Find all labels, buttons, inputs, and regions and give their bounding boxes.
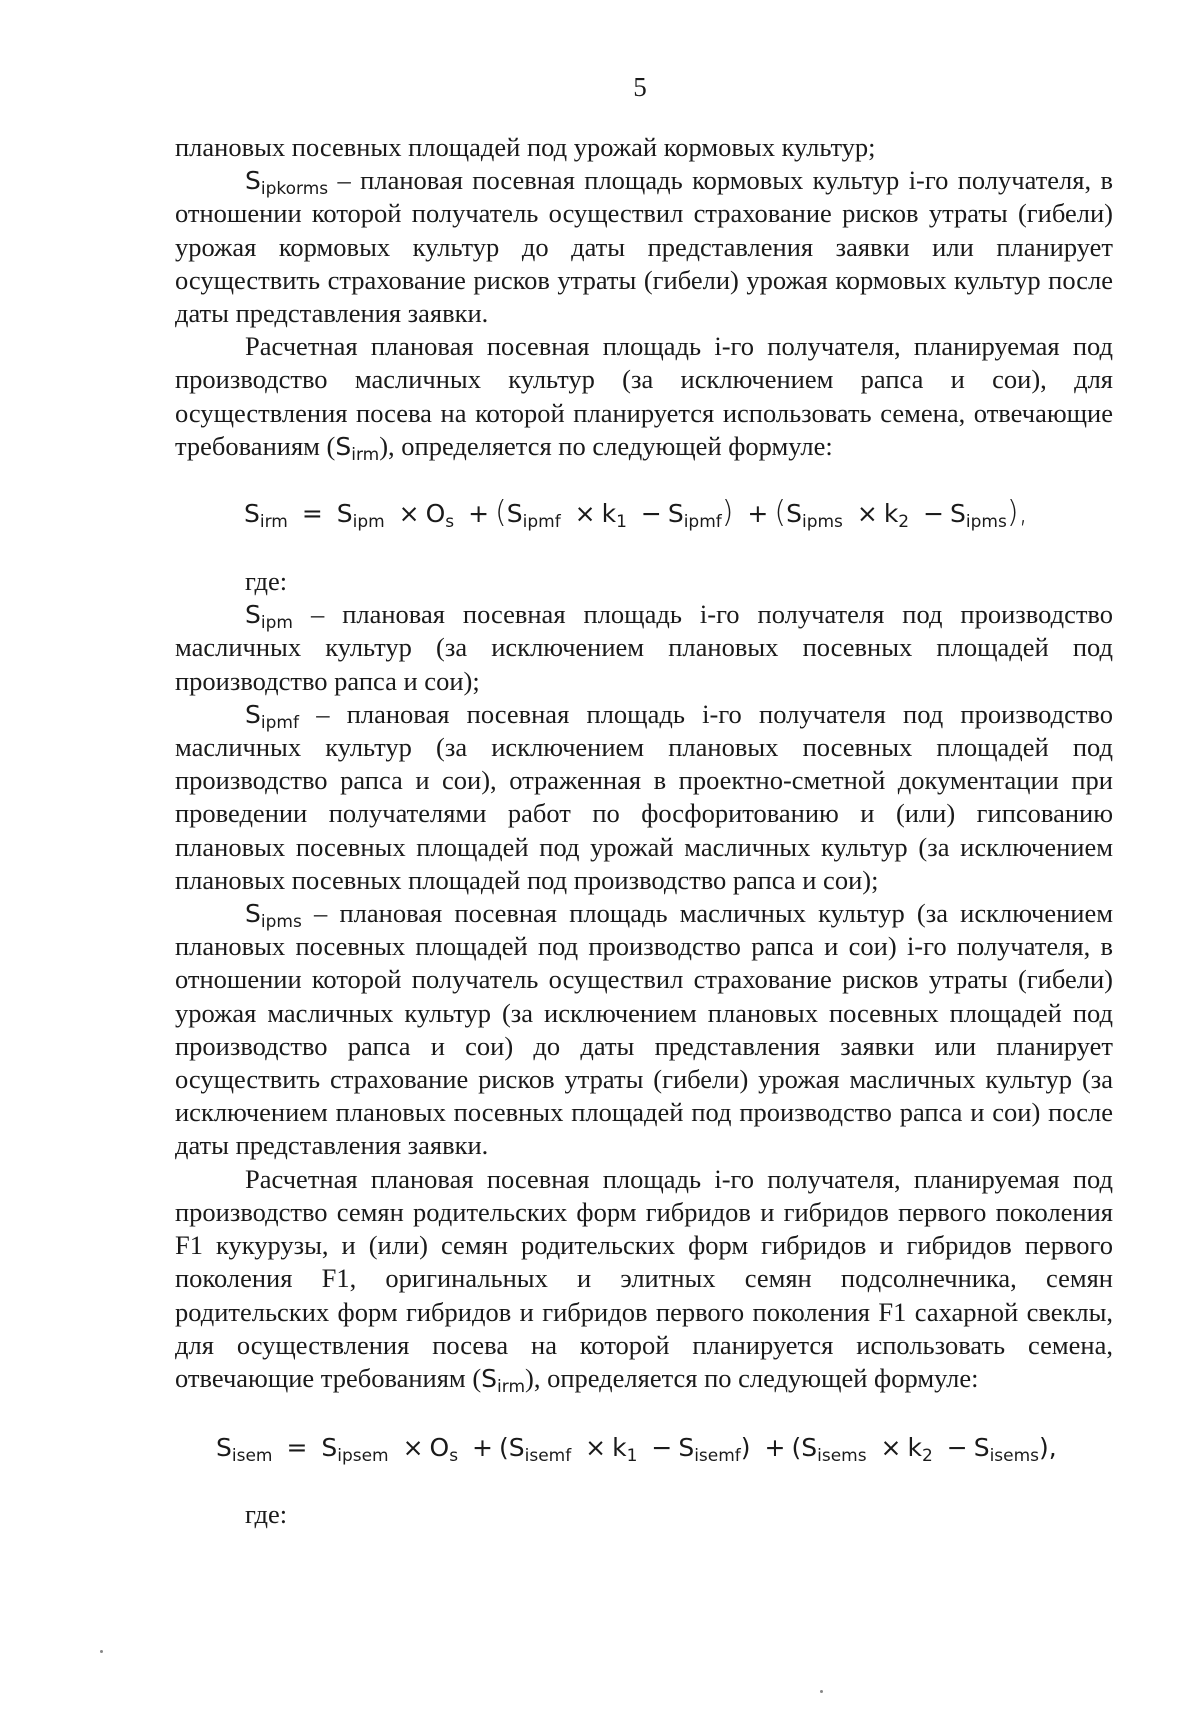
formula-term: )	[721, 495, 734, 531]
paragraph-text: Расчетная плановая посевная площадь i-го получателя, планируемая под производство масличных культур (за исключением рапса и сои), для осуществления посева на которой планируется использовать семена, отвечающие требованиям (	[175, 331, 1113, 461]
formula-term: ×	[856, 499, 878, 529]
definition-sipmf	[175, 698, 1113, 897]
formula-sisem	[216, 1428, 1113, 1468]
definition-text: – плановая посевная площадь i-го получателя под производство масличных культур (за исключением плановых посевных площадей под производство рапса и сои), отраженная в проектно-сметной документации при проведении получателями работ по фосфоритованию и (или) гипсованию плановых посевных площадей под урожай масличных культур (за исключением плановых посевных площадей под производство рапса и сои);	[175, 698, 1113, 895]
formula-term: (	[774, 495, 787, 531]
formula-subscript: s	[445, 512, 455, 533]
formula-subscript: isemf	[524, 1446, 572, 1467]
formula-term: −	[946, 1433, 968, 1463]
formula-term: ×	[585, 1433, 607, 1463]
symbol	[481, 1363, 526, 1397]
paragraph-text: плановых посевных площадей под урожай кормовых культур;	[175, 132, 876, 162]
symbol-letter: S	[245, 699, 261, 729]
paragraph-continuation	[175, 131, 1113, 164]
definition-sipkorms	[175, 164, 1113, 330]
formula-subscript: isems	[989, 1446, 1040, 1467]
formula-term: S	[336, 499, 353, 529]
formula-term: +	[764, 1433, 786, 1463]
formula-subscript: ipms	[801, 512, 843, 533]
symbol-subscript: ipkorms	[260, 179, 329, 200]
symbol	[245, 600, 293, 634]
formula-term: +	[472, 1433, 493, 1463]
formula-subscript: isem	[231, 1446, 273, 1467]
where-label: где:	[245, 566, 288, 597]
formula-subscript: 1	[616, 512, 627, 533]
symbol-letter: S	[481, 1363, 498, 1393]
formula-term: O	[425, 499, 446, 529]
formula-term: S	[508, 1433, 525, 1463]
paragraph-text-tail: ), определяется по следующей формуле:	[525, 1362, 979, 1393]
formula-term: ×	[574, 499, 596, 529]
formula-subscript: 2	[898, 512, 910, 533]
document-body	[175, 131, 1113, 1531]
formula-subscript: irm	[259, 512, 288, 533]
formula-term: ×	[402, 1433, 424, 1463]
formula-term: =	[301, 499, 323, 529]
formula-term: S	[244, 499, 260, 529]
symbol	[335, 431, 380, 465]
formula-term: k	[883, 499, 899, 529]
formula-term: (	[791, 1433, 802, 1463]
symbol-subscript: irm	[497, 1376, 526, 1397]
formula-term: ),	[1039, 1433, 1057, 1463]
formula-term: S	[678, 1433, 695, 1463]
symbol	[245, 166, 329, 200]
paragraph-text: Расчетная плановая посевная площадь i-го получателя, планируемая под производство семян родительских форм гибридов и гибридов первого поколения F1 кукурузы, и (или) семян родительских форм гибридов и гибридов первого поколения F1, оригинальных и элитных семян подсолнечника, семян родительских форм гибридов и гибридов первого поколения F1 сахарной свеклы, для осуществления посева на которой планируется использовать семена, отвечающие требованиям (	[175, 1163, 1113, 1393]
symbol-subscript: irm	[351, 444, 380, 465]
paragraph-text-tail: ), определяется по следующей формуле:	[379, 430, 833, 461]
formula-term: ×	[880, 1433, 902, 1463]
formula-term: −	[640, 499, 662, 529]
formula-term: S	[950, 499, 966, 529]
formula-subscript: ipmf	[683, 512, 722, 533]
formula-term: ×	[398, 499, 420, 529]
formula-subscript: isems	[817, 1446, 867, 1467]
definition-sipm	[175, 598, 1113, 698]
page-number: 5	[633, 72, 647, 102]
formula-subscript: ipms	[965, 512, 1007, 533]
formula-term: S	[506, 499, 523, 529]
formula-subscript: s	[449, 1446, 459, 1467]
formula-sirm	[244, 493, 1113, 533]
where-label: где:	[245, 1499, 288, 1530]
definition-text: – плановая посевная площадь i-го получателя под производство масличных культур (за исключением плановых посевных площадей под производство рапса и сои);	[175, 599, 1113, 696]
formula-term: S	[321, 1433, 338, 1463]
formula-term: +	[747, 499, 769, 529]
formula-term: ),	[1006, 495, 1029, 531]
formula-term: S	[973, 1433, 990, 1463]
formula-term: S	[786, 499, 802, 529]
formula-subscript: 1	[626, 1446, 638, 1467]
symbol-subscript: ipm	[260, 613, 293, 634]
formula-subscript: ipsem	[337, 1446, 389, 1467]
formula-term: (	[495, 495, 507, 531]
symbol-subscript: ipmf	[260, 712, 299, 733]
formula-term: +	[468, 499, 490, 529]
formula-term: )	[740, 1433, 751, 1463]
formula-term: O	[429, 1433, 450, 1463]
formula-term: S	[801, 1433, 818, 1463]
formula-term: (	[498, 1433, 509, 1463]
formula-subscript: 2	[921, 1446, 933, 1467]
paragraph-sisem-intro	[175, 1163, 1113, 1395]
formula-subscript: ipmf	[522, 512, 561, 533]
formula-term: k	[601, 499, 617, 529]
definition-sipms	[175, 897, 1113, 1163]
symbol-subscript: ipms	[260, 912, 302, 933]
formula-term: −	[651, 1433, 673, 1463]
formula-subscript: ipm	[352, 512, 385, 533]
formula-term: k	[612, 1433, 627, 1463]
formula-term: S	[667, 499, 684, 529]
symbol-letter: S	[245, 166, 261, 196]
scan-speck	[820, 1690, 823, 1693]
symbol	[245, 899, 302, 933]
paragraph-sirm-intro	[175, 330, 1113, 463]
symbol	[245, 699, 299, 733]
definition-text: – плановая посевная площадь масличных культур (за исключением плановых посевных площадей под производство рапса и сои) i-го получателя, в отношении которой получатель осуществил страхование рисков утраты (гибели) урожая масличных культур (за исключением плановых посевных площадей под производство рапса и сои) до даты представления заявки или планирует осуществить страхование рисков утраты (гибели) урожая масличных культур (за исключением плановых посевных площадей под производство рапса и сои) после даты представления заявки.	[175, 898, 1113, 1161]
formula-term: S	[216, 1433, 232, 1463]
symbol-letter: S	[335, 431, 352, 461]
formula-subscript: isemf	[694, 1446, 741, 1467]
symbol-letter: S	[245, 600, 261, 630]
formula-term: k	[907, 1433, 922, 1463]
scan-speck	[100, 1650, 103, 1653]
formula-term: −	[923, 499, 945, 529]
symbol-letter: S	[245, 899, 261, 929]
formula-term: =	[286, 1433, 308, 1463]
definition-text: – плановая посевная площадь кормовых культур i-го получателя, в отношении которой получатель осуществил страхование рисков утраты (гибели) урожая кормовых культур до даты представления заявки или планирует осуществить страхование рисков утраты (гибели) урожая кормовых культур после даты представления заявки.	[175, 165, 1113, 329]
